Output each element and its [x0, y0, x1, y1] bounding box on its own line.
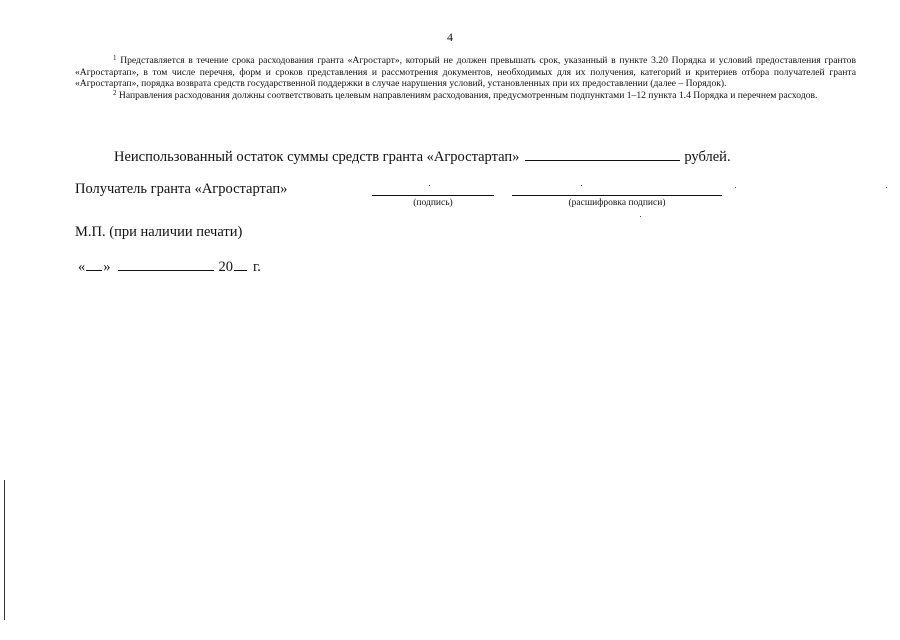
unused-remainder-line	[114, 146, 731, 166]
footnote-text: Направления расходования должны соответствовать целевым направлениям расходования, предусмотренным подпунктами 1–12 пункта 1.4 Порядка и перечнем расходов.	[118, 89, 818, 101]
scan-speck	[886, 187, 887, 188]
scan-margin-line	[4, 480, 5, 620]
recipient-label: Получатель гранта «Агростартап»	[75, 181, 288, 197]
date-century: 20	[218, 259, 233, 275]
date-close-quote: »	[103, 259, 111, 275]
date-month-field[interactable]	[118, 256, 214, 271]
date-line	[78, 256, 261, 276]
signature-decode-field[interactable]	[512, 195, 722, 196]
footnote-marker: 2	[113, 88, 117, 97]
remainder-sum-field[interactable]	[525, 146, 680, 161]
signature-decode-caption: (расшифровка подписи)	[568, 198, 666, 208]
signature-field[interactable]	[372, 195, 494, 196]
footnotes	[75, 55, 856, 101]
footnote-2	[75, 90, 856, 102]
footnote-text: Представляется в течение срока расходования гранта «Агростарт», который не должен превышать срок, указанный в пункте 3.20 Порядка и условий предоставления грантов «Агростартап», в том числе перечня, форм и сроков представления и рассмотрения документов, необходимых для их получения, категорий и критериев отбора получателей гранта «Агростартап», порядка возврата средств государственной поддержки в случае нарушения условий, установленных при их предоставлении (далее – Порядок).	[75, 55, 856, 90]
date-day-field[interactable]	[86, 256, 102, 271]
date-open-quote: «	[78, 259, 86, 275]
scan-speck	[429, 185, 430, 186]
page-number: 4	[447, 30, 453, 44]
signature-caption: (подпись)	[413, 198, 453, 208]
remainder-unit: рублей.	[684, 149, 731, 165]
footnote-1	[75, 55, 856, 90]
date-year-field[interactable]	[234, 256, 247, 271]
footnote-marker: 1	[113, 54, 117, 62]
scan-speck	[640, 216, 641, 217]
scan-speck	[735, 187, 736, 188]
scan-speck	[581, 185, 582, 186]
date-year-suffix: г.	[253, 259, 261, 275]
stamp-label: М.П. (при наличии печати)	[75, 224, 243, 240]
unused-remainder-label: Неиспользованный остаток суммы средств гранта «Агростартап»	[114, 149, 520, 165]
